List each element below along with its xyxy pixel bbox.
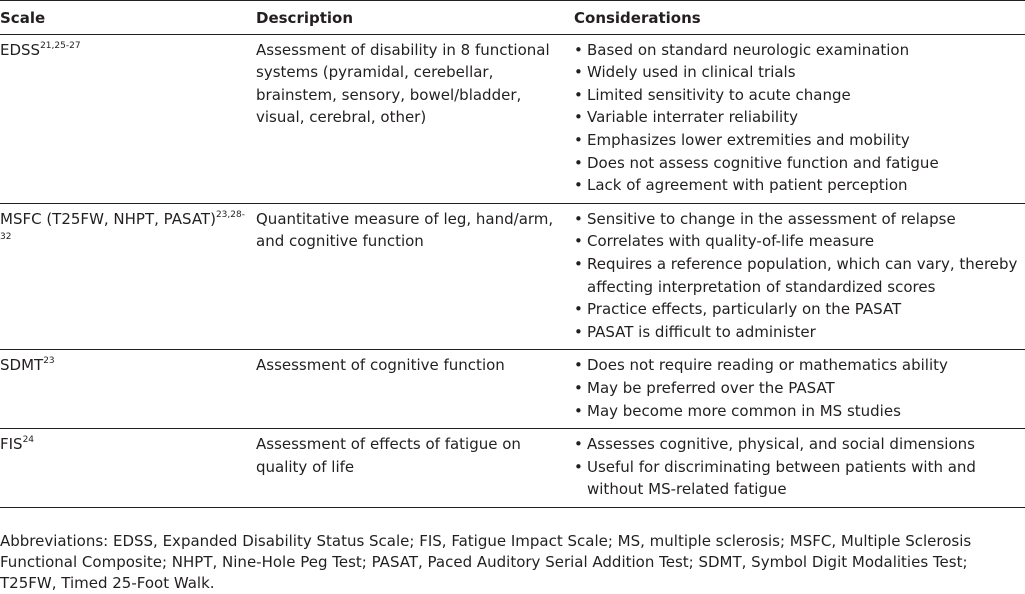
- list-item: • May become more common in MS studies: [574, 400, 1025, 423]
- scale-cell: [0, 350, 256, 429]
- header-description: Description: [256, 1, 574, 35]
- list-item: • Limited sensitivity to acute change: [574, 84, 1025, 107]
- description-cell: Assessment of cognitive function: [256, 350, 574, 429]
- scale-refs: 23,28-32: [0, 209, 245, 243]
- scale-name: FIS: [0, 435, 23, 454]
- list-item: • Practice effects, particularly on the PASAT: [574, 298, 1025, 321]
- header-scale: Scale: [0, 1, 256, 35]
- scale-cell: [0, 429, 256, 508]
- list-item: • Does not assess cognitive function and fatigue: [574, 152, 1025, 175]
- list-item: • May be preferred over the PASAT: [574, 377, 1025, 400]
- scale-cell: [0, 34, 256, 203]
- considerations-list: [574, 208, 1025, 344]
- list-item: • Widely used in clinical trials: [574, 61, 1025, 84]
- list-item: • Sensitive to change in the assessment of relapse: [574, 208, 1025, 231]
- considerations-cell: [574, 429, 1025, 508]
- considerations-list: [574, 354, 1025, 422]
- header-considerations: Considerations: [574, 1, 1025, 35]
- list-item: • Lack of agreement with patient perception: [574, 174, 1025, 197]
- description-cell: Quantitative measure of leg, hand/arm, and cognitive function: [256, 203, 574, 350]
- list-item: • Correlates with quality-of-life measure: [574, 230, 1025, 253]
- description-cell: Assessment of effects of fatigue on quality of life: [256, 429, 574, 508]
- table-row: [0, 203, 1025, 350]
- scale-name: SDMT: [0, 356, 44, 375]
- scale-name: EDSS: [0, 40, 41, 59]
- list-item: • Based on standard neurologic examination: [574, 39, 1025, 62]
- description-cell: Assessment of disability in 8 functional systems (pyramidal, cerebellar, brainstem, sensory, bowel/bladder, visual, cerebral, other): [256, 34, 574, 203]
- list-item: • PASAT is difficult to administer: [574, 321, 1025, 344]
- scale-cell: [0, 203, 256, 350]
- list-item: • Emphasizes lower extremities and mobility: [574, 129, 1025, 152]
- abbreviations-footnote: Abbreviations: EDSS, Expanded Disability Status Scale; FIS, Fatigue Impact Scale; MS, multiple sclerosis; MSFC, Multiple Sclerosis Functional Composite; NHPT, Nine-Hole Peg Test; PASAT, Paced Auditory Serial Addition Test; SDMT, Symbol Digit Modalities Test; T25FW, Timed 25-Foot Walk.: [0, 532, 972, 592]
- table-row: [0, 350, 1025, 429]
- considerations-cell: [574, 203, 1025, 350]
- list-item: • Does not require reading or mathematics ability: [574, 354, 1025, 377]
- list-item: • Variable interrater reliability: [574, 106, 1025, 129]
- scale-refs: 23: [43, 356, 55, 367]
- considerations-list: [574, 433, 1025, 501]
- table-row: [0, 429, 1025, 508]
- considerations-cell: [574, 34, 1025, 203]
- table-row: [0, 34, 1025, 203]
- scale-refs: 24: [22, 435, 35, 446]
- list-item: • Assesses cognitive, physical, and social dimensions: [574, 433, 1025, 456]
- considerations-cell: [574, 350, 1025, 429]
- table-header-row: [0, 1, 1025, 35]
- list-item: • Requires a reference population, which can vary, thereby affecting interpretation of standardized scores: [574, 253, 1025, 298]
- scale-name: MSFC (T25FW, NHPT, PASAT): [0, 209, 216, 228]
- scale-refs: 21,25-27: [40, 40, 81, 51]
- list-item: • Useful for discriminating between patients with and without MS-related fatigue: [574, 456, 1025, 501]
- considerations-list: [574, 39, 1025, 197]
